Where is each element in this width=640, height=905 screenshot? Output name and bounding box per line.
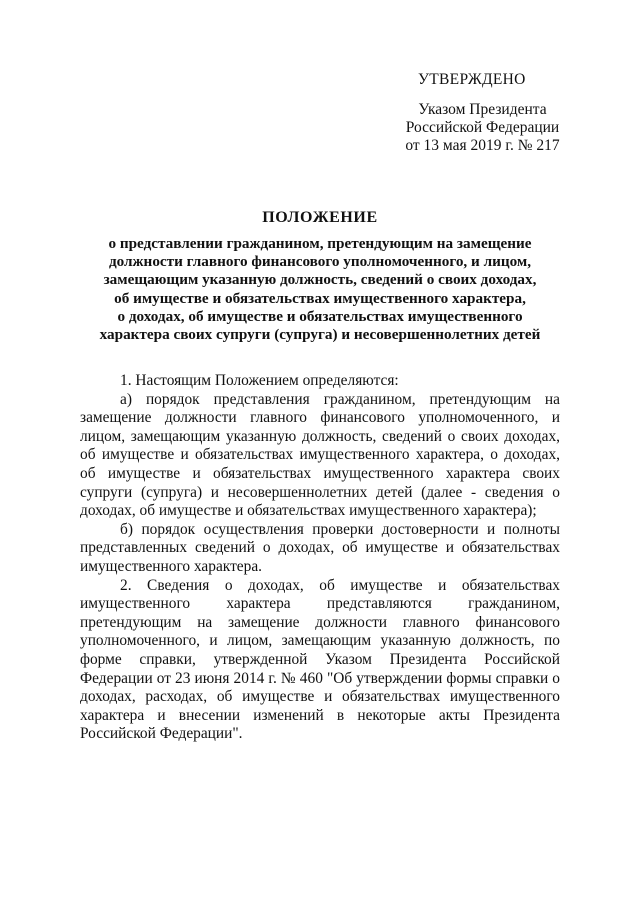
subtitle-line: о представлении гражданином, претендующим на замещение — [108, 235, 532, 252]
paragraph-2: 2. Сведения о доходах, об имуществе и обязательствах имущественного характера представляются гражданином, претендующим на замещение должности главного финансового уполномоченного, и лицом, замещающим указанную должность, по форме справки, утвержденной Указом Президента Российской Федерации от 23 июня 2014 г. № 460 "Об утверждении формы справки о доходах, расходах, об имуществе и обязательствах имущественного характера и внесении изменений в некоторые акты Президента Российской Федерации". — [80, 576, 560, 743]
subtitle-line: замещающим указанную должность, сведений о своих доходах, — [103, 271, 537, 289]
subtitle-line: должности главного финансового уполномоченного, и лицом, — [108, 253, 532, 271]
paragraph-1a: а) порядок представления гражданином, претендующим на замещение должности главного финансового уполномоченного, и лицом, замещающим указанную должность, сведений о своих доходах, об имуществе и обязательствах имущественного характера, о доходах, об имуществе и обязательствах имущественного характера своих супруги (супруга) и несовершеннолетних детей (далее - сведения о доходах, об имуществе и обязательствах имущественного характера); — [80, 390, 560, 520]
approval-date-line: от 13 мая 2019 г. № 217 — [405, 137, 560, 154]
document-subtitle — [80, 235, 560, 344]
approval-country-line: Российской Федерации — [405, 119, 560, 136]
subtitle-line: характера своих супруги (супруга) и несовершеннолетних детей — [99, 326, 541, 344]
approval-decree-line: Указом Президента — [418, 101, 547, 118]
document-body — [80, 372, 560, 744]
paragraph-1b: б) порядок осуществления проверки достоверности и полноты представленных сведений о доходах, об имуществе и обязательствах имущественного характера. — [80, 520, 560, 575]
document-title: ПОЛОЖЕНИЕ — [262, 209, 378, 226]
approval-title: УТВЕРЖДЕНО — [418, 71, 526, 88]
paragraph-1: 1. Настоящим Положением определяются: — [120, 372, 399, 389]
subtitle-line: о доходах, об имуществе и обязательствах имущественного — [117, 307, 523, 325]
approval-stamp — [385, 71, 580, 155]
subtitle-line: об имуществе и обязательствах имущественного характера, — [114, 289, 526, 307]
approval-gap — [385, 89, 580, 101]
